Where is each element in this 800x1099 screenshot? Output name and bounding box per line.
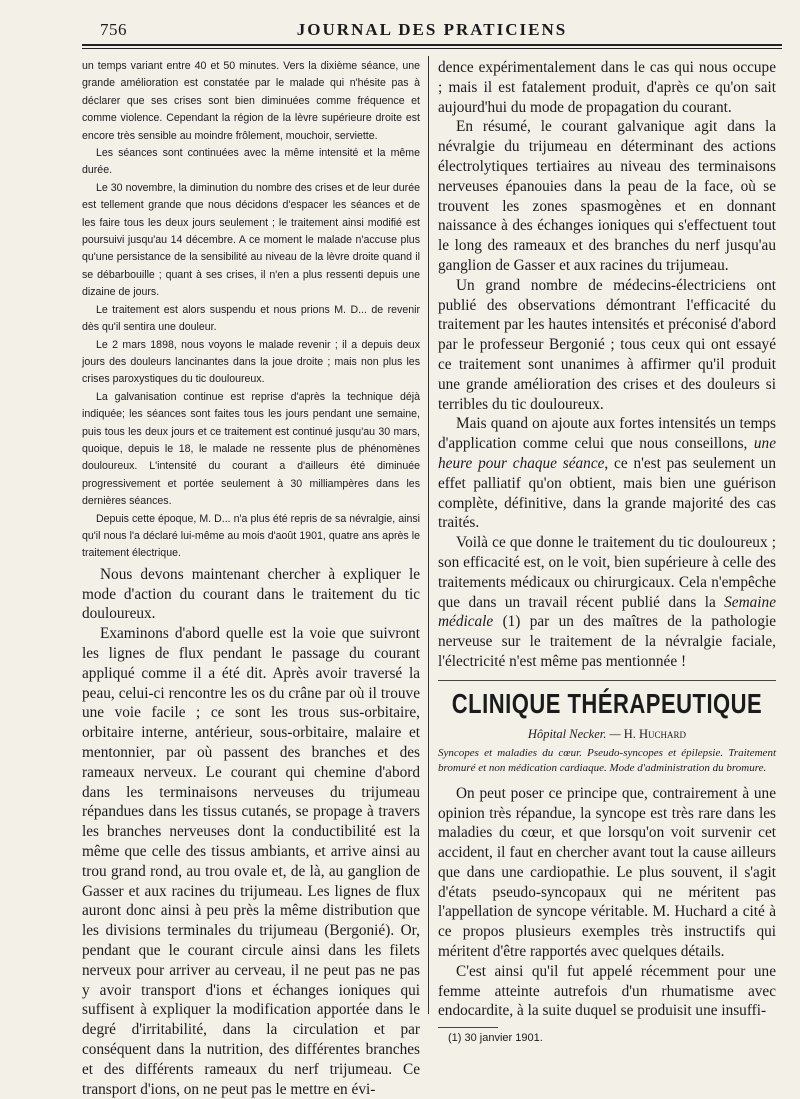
byline-author: H. Huchard [623, 726, 687, 741]
byline [438, 727, 776, 742]
page-header [82, 18, 782, 42]
byline-place: Hôpital Necker. — [527, 726, 621, 741]
section-title: CLINIQUE THÉRAPEUTIQUE [451, 687, 763, 719]
footnote: (1) 30 janvier 1901. [448, 1032, 543, 1045]
page-number: 756 [100, 20, 127, 39]
body-text-right-bottom [438, 784, 776, 1022]
header-rule [82, 44, 782, 46]
journal-title: Semaine médicale [438, 593, 776, 631]
body-text-right-top [438, 58, 776, 672]
italic-phrase: une heure pour chaque séance [438, 435, 776, 472]
small-paragraph: Le 30 novembre, la diminution du nombre des crises et de leur durée est tellement grande que nous décidons d'espacer les séances et de les faire tous les deux jours seulement ; le traitement ainsi modifié est poursuivi jusqu'au 14 décembre. A ce moment le malade n'accuse plus qu'une persistance de la sensibilité au niveau de la lèvre droite quand il se débarbouille ; quant à ses crises, il n'en a plus ressenti depuis une dizaine de jours. [82, 181, 420, 299]
small-paragraph: Le 2 mars 1898, nous voyons le malade revenir ; il a depuis deux jours des douleurs lancinantes dans la joue droite ; mais non plus les crises paroxystiques du tic douloureux. [82, 338, 420, 386]
text-run: (1) par un des maîtres de la pathologie nerveuse sur le traitement de la névralgie faciale, l'électricité n'est même pas mentionnée ! [438, 613, 777, 670]
body-paragraph: En résumé, le courant galvanique agit dans la névralgie du trijumeau en déterminant des actions électrolytiques tertiaires au niveau des terminaisons nerveuses épanouies dans la peau de la face, où se trouvent les zones spasmogènes et en donnant naissance à des échanges ioniques qui s'effectuent tout le long des rameaux et des branches du nerf jusqu'au ganglion de Gasser et aux racines du trijumeau. [438, 118, 776, 274]
body-paragraph: On peut poser ce principe que, contrairement à une opinion très répandue, la syncope est très rare dans les maladies du cœur, et que lorsqu'on voit survenir cet accident, il faut en chercher avant tout la cause ailleurs que dans une cardiopathie. Le plus souvent, il s'agit d'états pseudo-syncopaux qui ne méritent pas l'appellation de syncope véritable. M. Huchard a cité à ce propos plusieurs exemples très instructifs qui méritent d'être rapportés avec quelques détails. [438, 784, 776, 961]
lecture-subject: Syncopes et maladies du cœur. Pseudo-syncopes et épilepsie. Traitement bromuré et non médication cardiaque. Mode d'administration du bromure. [438, 746, 776, 774]
small-paragraph: La galvanisation continue est reprise d'après la technique déjà indiquée; les séances sont faites tous les jours pendant une semaine, puis tous les deux jours et ce traitement est continué jusqu'au 30 mars, quoique, depuis le 18, le malade ne ressente plus de phénomènes douloureux. L'intensité du courant a d'ailleurs été diminuée progressivement et portée seulement à 30 milliampères dans les dernières séances. [82, 390, 420, 508]
body-paragraph: C'est ainsi qu'il fut appelé récemment pour une femme atteinte autrefois d'un rhumatisme avec endocardite, à la suite duquel se produisit une insuffi- [438, 962, 776, 1020]
section-separator [438, 680, 776, 681]
column-divider [428, 56, 429, 1014]
left-column [82, 58, 420, 1099]
small-paragraph: Depuis cette époque, M. D... n'a plus été repris de sa névralgie, ainsi qu'il nous l'a déclaré lui-même au mois d'août 1901, quatre ans après le traitement électrique. [82, 512, 420, 560]
right-column [438, 58, 776, 1044]
body-paragraph: Examinons d'abord quelle est la voie que suivront les lignes de flux pendant le passage du courant appliqué comme il a été dit. Après avoir traversé la peau, celui-ci rencontre les os du crâne par où il trouve une voie facile ; ce sont les trous sus-orbitaire, orbitaire interne, antérieur, sous-orbitaire, malaire et mentonnier, par où passent des branches et des rameaux nerveux. Le courant qui chemine d'abord dans les terminaisons nerveuses du trijumeau répandues dans les tissus cutanés, se propage à travers les branches nerveuses dont la conductibilité est la même que celle des tissus ambiants, et arrive ainsi au trou grand rond, au trou ovale et, de là, au ganglion de Gasser et aux racines du trijumeau. Les lignes de flux auront donc ainsi à peu près la même distribution que les divisions terminales du trijumeau (Bergonié). Or, pendant que le courant circule ainsi dans les filets nerveux pour arriver au cerveau, il ne peut pas ne pas y avoir transport d'ions et échanges ioniques qui suffisent à expliquer la modification apportée dans le degré d'irritabilité, dans la circulation et par conséquent dans la nutrition, des différentes branches et des différents rameaux du nerf trijumeau. Ce transport d'ions, on ne peut pas le mettre en évi- [82, 625, 420, 1098]
body-text-left [82, 565, 420, 1099]
body-paragraph: dence expérimentalement dans le cas qui nous occupe ; mais il est fatalement produit, d'après ce qu'on sait aujourd'hui du mode de propagation du courant. [438, 59, 776, 116]
body-paragraph [438, 414, 776, 533]
running-head: JOURNAL DES PRATICIENS [296, 20, 568, 39]
small-paragraph: Le traitement est alors suspendu et nous prions M. D... de revenir dès qu'il sentira une douleur. [82, 303, 420, 334]
small-paragraph: Les séances sont continuées avec la même intensité et la même durée. [82, 147, 420, 177]
header-rule-thin [82, 48, 782, 49]
text-run: Mais quand on ajoute aux fortes intensités un temps d'application comme celui que nous conseillons, [438, 415, 776, 453]
text-run: , ce n'est pas seulement un effet palliatif qu'on obtient, mais bien une guérison complète, définitive, dans la grande majorité des cas traités. [438, 454, 776, 532]
footnote-rule [438, 1027, 498, 1028]
case-report-small-print [82, 58, 420, 563]
body-paragraph: Nous devons maintenant chercher à expliquer le mode d'action du courant dans le traitement du tic douloureux. [82, 565, 420, 623]
body-paragraph: Un grand nombre de médecins-électriciens ont publié des observations démontrant l'efficacité du traitement par les hautes intensités et préconisé d'abord par le professeur Bergonié ; tous ceux qui ont essayé ce traitement sont unanimes à affirmer qu'il produit une grande amélioration des crises et des douleurs si terribles du tic douloureux. [438, 276, 776, 413]
body-paragraph [438, 533, 776, 672]
text-run: Voilà ce que donne le traitement du tic douloureux ; son efficacité est, on le voit, bien supérieure à celle des traitements médicaux ou chirurgicaux. Cela n'empêche que dans un travail récent publié dans la [438, 534, 776, 611]
small-paragraph: un temps variant entre 40 et 50 minutes. Vers la dixième séance, une grande amélioration est constatée par le malade qui n'hésite pas à déclarer que ses crises sont bien diminuées comme fréquence et comme violence. Cependant la région de la lèvre supérieure droite est encore très sensible au moindre frôlement, mouchoir, serviette. [82, 60, 420, 142]
